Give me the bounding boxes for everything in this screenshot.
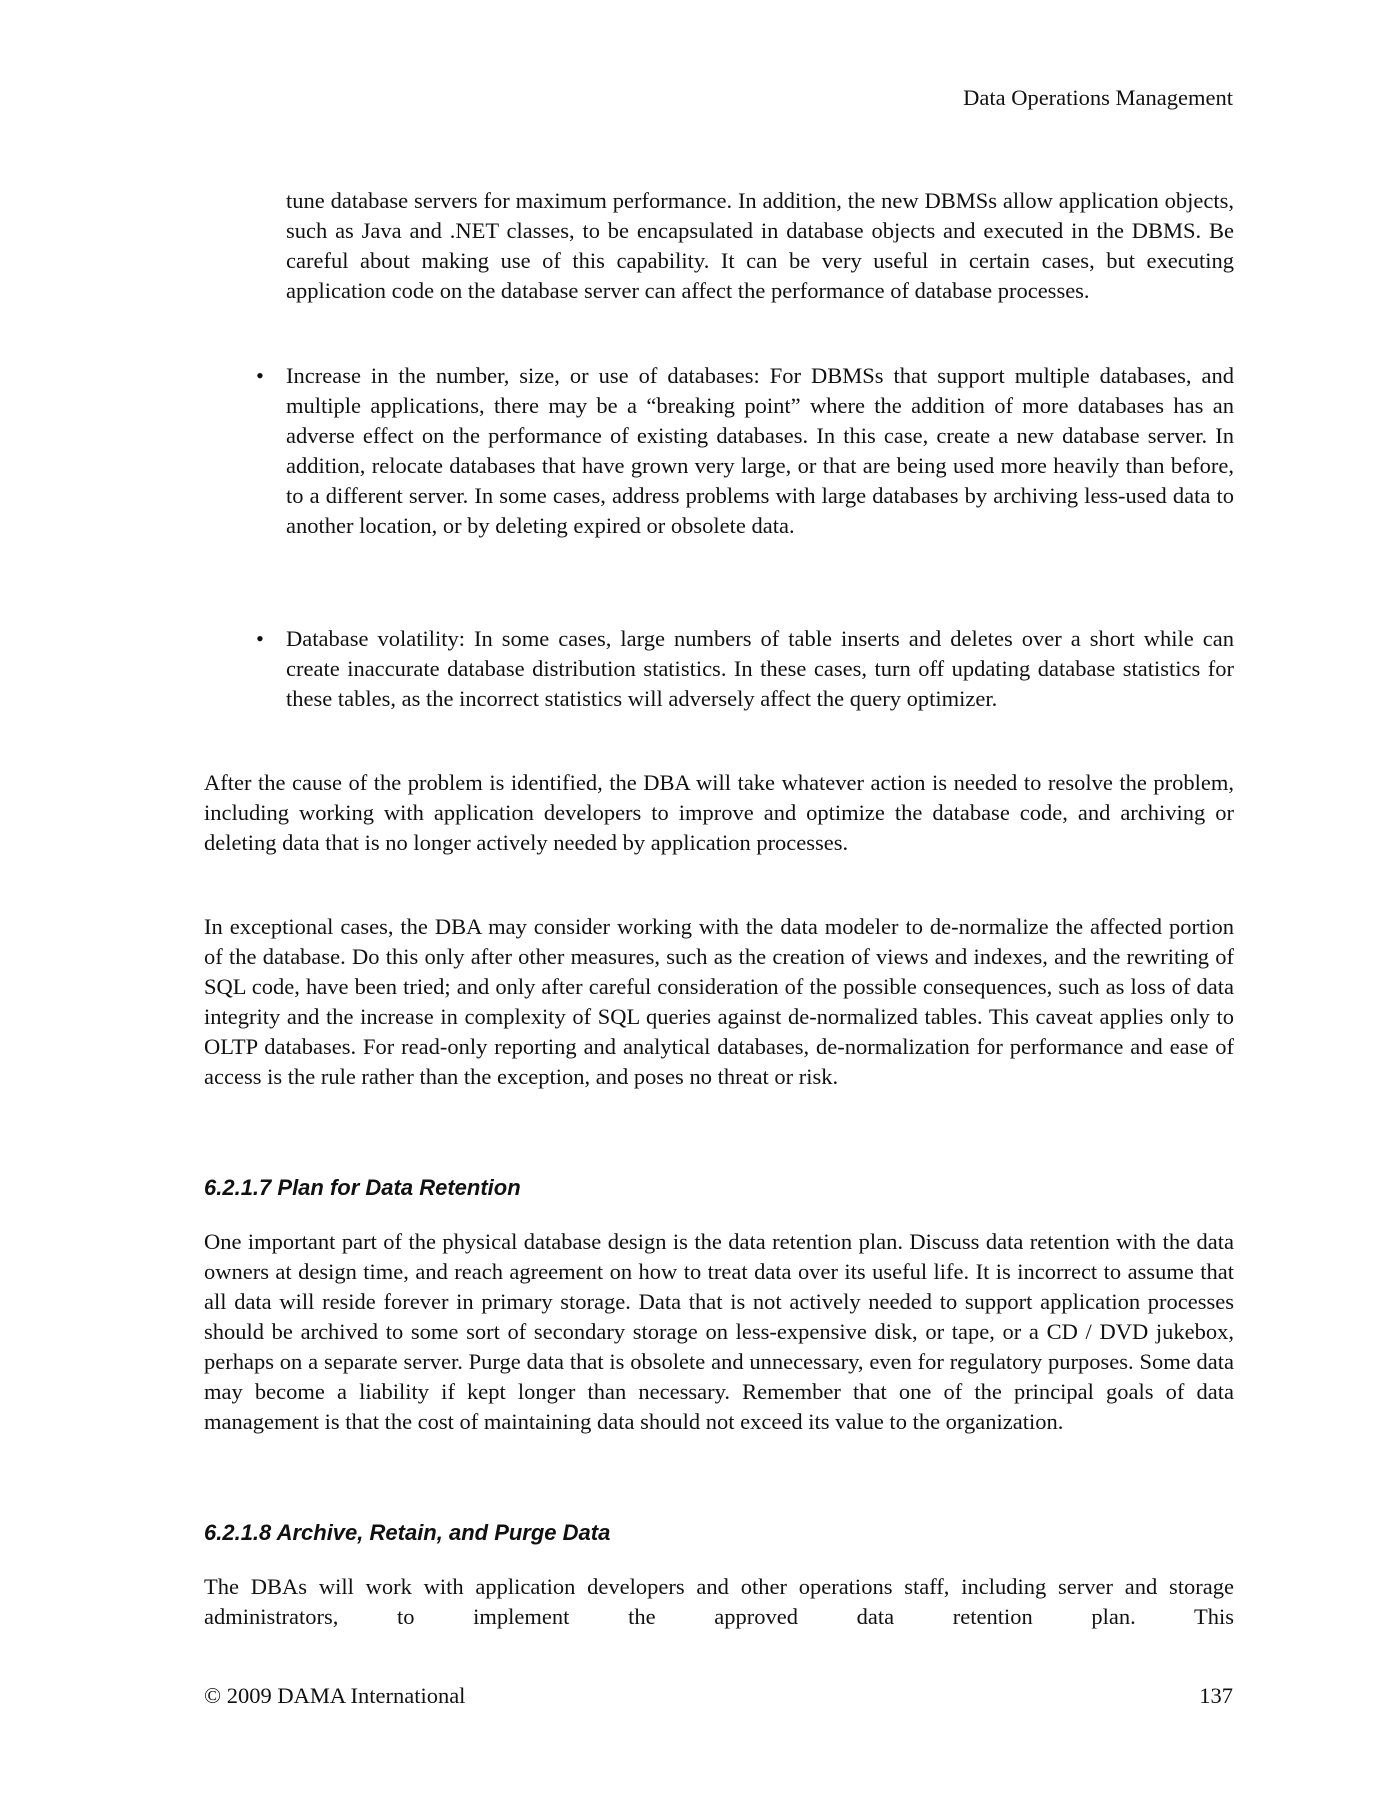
bullet-text: Database volatility: In some cases, large numbers of table inserts and deletes over a short while can create inaccurate database distribution statistics. In these cases, turn off updating database statistics for these tables, as the incorrect statistics will adversely affect the query optimizer. [286, 626, 1234, 711]
bullet-icon: • [256, 626, 264, 651]
paragraph-retention: One important part of the physical database design is the data retention plan. Discuss data retention with the data owners at design time, and reach agreement on how to treat data over its useful life. It is incorrect to assume that all data will reside forever in primary storage. Data that is not actively needed to support application processes should be archived to some sort of secondary storage on less-expensive disk, or tape, or a CD / DVD jukebox, perhaps on a separate server. Purge data that is obsolete and unnecessary, even for regulatory purposes. Some data may become a liability if kept longer than necessary. Remember that one of the principal goals of data management is that the cost of maintaining data should not exceed its value to the organization. [204, 1229, 1234, 1434]
bullet-item [256, 624, 1234, 714]
paragraph-archive: The DBAs will work with application developers and other operations staff, including server and storage administrators, to implement the approved data retention plan. This [204, 1574, 1234, 1629]
footer-copyright: © 2009 DAMA International [204, 1683, 466, 1708]
bullet-icon: • [256, 363, 264, 388]
section-heading-6218: 6.2.1.8 Archive, Retain, and Purge Data [204, 1520, 611, 1545]
paragraph-continued: tune database servers for maximum performance. In addition, the new DBMSs allow application objects, such as Java and .NET classes, to be encapsulated in database objects and executed in the DBMS. Be careful about making use of this capability. It can be very useful in certain cases, but executing application code on the database server can affect the performance of database processes. [286, 188, 1234, 303]
paragraph-after-cause: After the cause of the problem is identified, the DBA will take whatever action is needed to resolve the problem, including working with application developers to improve and optimize the database code, and archiving or deleting data that is no longer actively needed by application processes. [204, 770, 1234, 855]
paragraph-exceptional: In exceptional cases, the DBA may consider working with the data modeler to de-normalize the affected portion of the database. Do this only after other measures, such as the creation of views and indexes, and the rewriting of SQL code, have been tried; and only after careful consideration of the possible consequences, such as loss of data integrity and the increase in complexity of SQL queries against de-normalized tables. This caveat applies only to OLTP databases. For read-only reporting and analytical databases, de-normalization for performance and ease of access is the rule rather than the exception, and poses no threat or risk. [204, 914, 1234, 1089]
section-heading-6217: 6.2.1.7 Plan for Data Retention [204, 1175, 521, 1200]
bullet-text: Increase in the number, size, or use of databases: For DBMSs that support multiple databases, and multiple applications, there may be a “breaking point” where the addition of more databases has an adverse effect on the performance of existing databases. In this case, create a new database server. In addition, relocate databases that have grown very large, or that are being used more heavily than before, to a different server. In some cases, address problems with large databases by archiving less-used data to another location, or by deleting expired or obsolete data. [286, 363, 1234, 538]
bullet-item [256, 361, 1234, 541]
page-number: 137 [1199, 1683, 1233, 1708]
running-header: Data Operations Management [963, 85, 1233, 110]
